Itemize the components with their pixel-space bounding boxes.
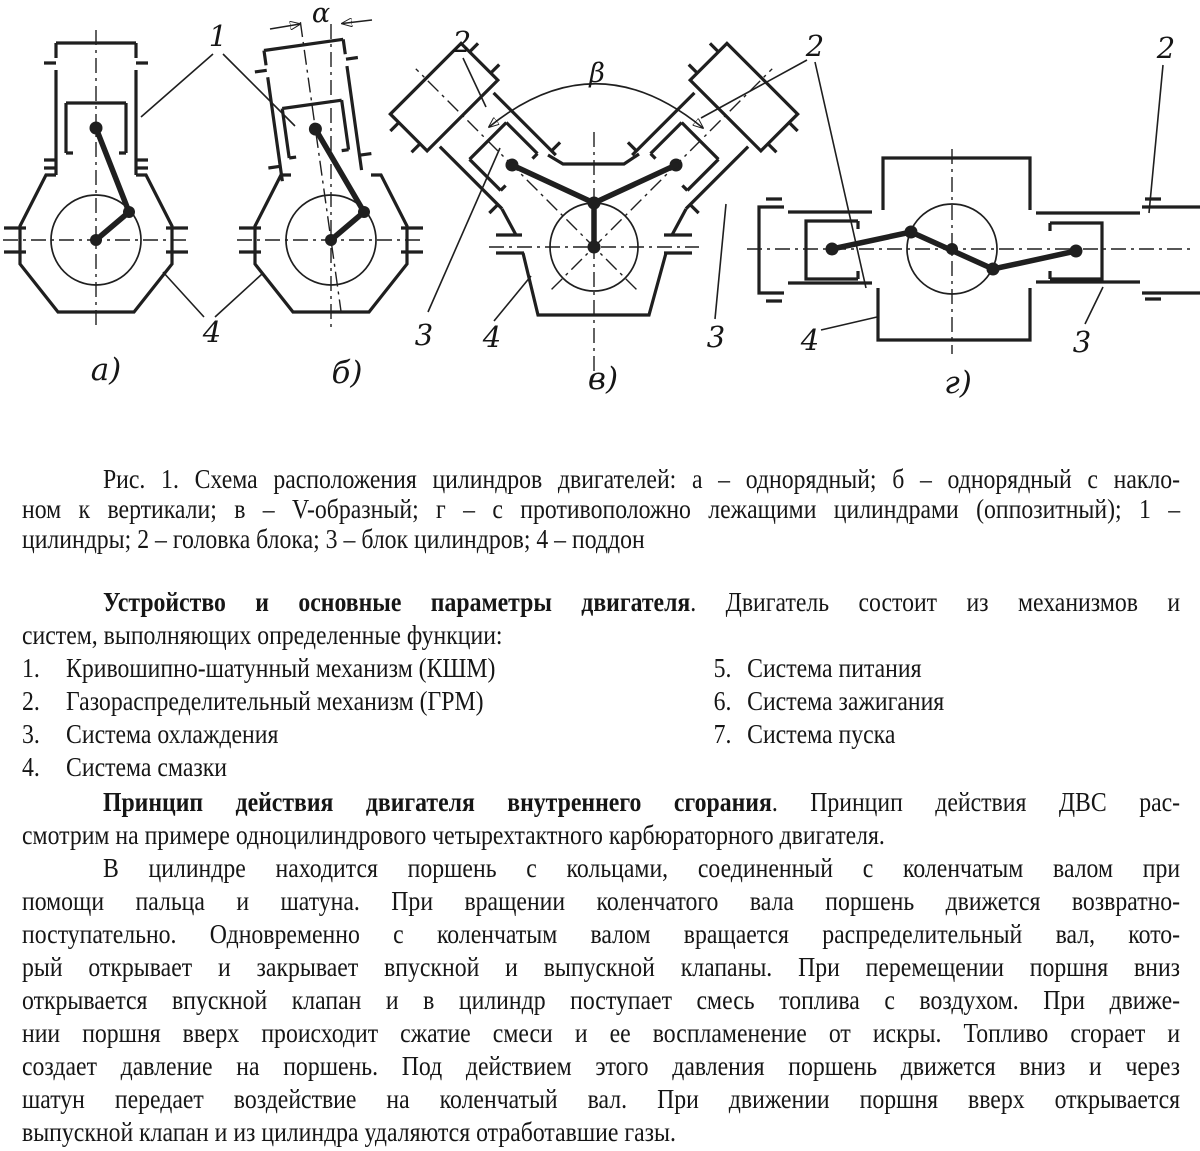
paragraph-line: рый открывает и закрывает впускной и выпускной клапаны. При перемещении поршня вниз [22,952,1181,982]
paragraph-line [22,586,1180,619]
list-text: Система зажигания [747,686,945,716]
paragraph-line: В цилиндре находится поршень с кольцами, соединенный с коленчатым валом при [102,853,1181,883]
list-text: Система пуска [747,719,896,749]
list-number: 3. [22,719,40,749]
panel-label-a: а) [90,352,122,388]
figure-1-cylinder-arrangement-diagram [0,0,1200,452]
callout-4-pan-v: 4 [482,320,502,354]
panel-label-g: г) [944,365,972,401]
panel-label-v: в) [587,361,619,397]
callout-2-head-mid: 2 [805,29,825,63]
callout-4-pan-ab: 4 [202,315,222,349]
alpha-angle-label: α [311,0,331,29]
list-number: 7. [713,719,732,749]
paragraph-device [22,586,1180,652]
list-number: 4. [22,752,40,782]
paragraph-line: нии поршня вверх происходит сжатие смеси и ее воспламенение от искры. Топливо сгорает и [22,1018,1181,1048]
list-text: Система охлаждения [66,719,279,749]
list-number: 2. [22,686,40,716]
list-item [22,718,1180,751]
list-text: Кривошипно-шатунный механизм (КШМ) [66,653,496,683]
callout-2-head-right: 2 [1156,31,1176,65]
callout-3-block-g: 3 [1072,325,1092,359]
callout-2-head-left: 2 [452,25,472,59]
paragraph-body [22,852,1180,1149]
list-number: 1. [22,653,40,683]
paragraph-line: открывается впускной клапан и в цилиндр поступает смесь топлива с воздухом. При движе- [22,985,1181,1015]
list-item [22,751,1180,784]
caption-line: цилиндры; 2 – головка блока; 3 – блок цилиндров; 4 – поддон [22,524,645,554]
heading-device: Устройство и основные параметры двигателя [102,587,691,617]
list-number: 5. [713,653,732,683]
heading-principle: Принцип действия двигателя внутреннего сгорания [102,787,772,817]
callout-4-pan-g: 4 [800,323,820,357]
paragraph-line: поступательно. Одновременно с коленчатым валом вращается распределительный вал, кото- [22,919,1181,949]
paragraph-text: . Двигатель состоит из механизмов и [690,587,1181,617]
paragraph-line: шатун передает воздействие на коленчатый вал. При движении поршня вверх открывается [22,1084,1181,1114]
list-text: Газораспределительный механизм (ГРМ) [66,686,484,716]
callout-3-block-v-left: 3 [414,318,434,352]
paragraph-line: создает давление на поршень. Под действием этого давления поршень движется вниз и через [22,1051,1181,1081]
panel-label-b: б) [331,355,363,391]
diagram-inline-engine [3,30,189,328]
figure-caption [22,464,1180,554]
list-text: Система питания [747,653,922,683]
paragraph-line: помощи пальца и шатуна. При вращении коленчатого вала поршень движется возвратно- [22,886,1181,916]
paragraph-line: выпускной клапан и из цилиндра удаляются отработавшие газы. [22,1117,676,1147]
callout-3-block-v-right: 3 [706,320,726,354]
list-text: Система смазки [66,752,228,782]
list-item [22,652,1180,685]
paragraph-line: систем, выполняющих определенные функции: [22,620,503,650]
paragraph-text: . Принцип действия ДВС рас- [771,787,1181,817]
paragraph-principle [22,786,1180,852]
list-item [22,685,1180,718]
beta-angle-label: β [589,58,605,89]
callout-1-cylinders: 1 [208,19,228,53]
diagram-inclined-engine [237,22,425,328]
list-number: 6. [713,686,732,716]
systems-list [22,652,1180,784]
caption-line: Рис. 1. Схема расположения цилиндров двигателей: а – однорядный; б – однорядный с накло- [102,464,1181,494]
paragraph-line: смотрим на примере одноцилиндрового четырехтактного карбюраторного двигателя. [22,820,885,850]
paragraph-line [22,786,1180,819]
caption-line: ном к вертикали; в – V-образный; г – с противоположно лежащими цилиндрами (оппозитный); 1 – [22,494,1181,524]
